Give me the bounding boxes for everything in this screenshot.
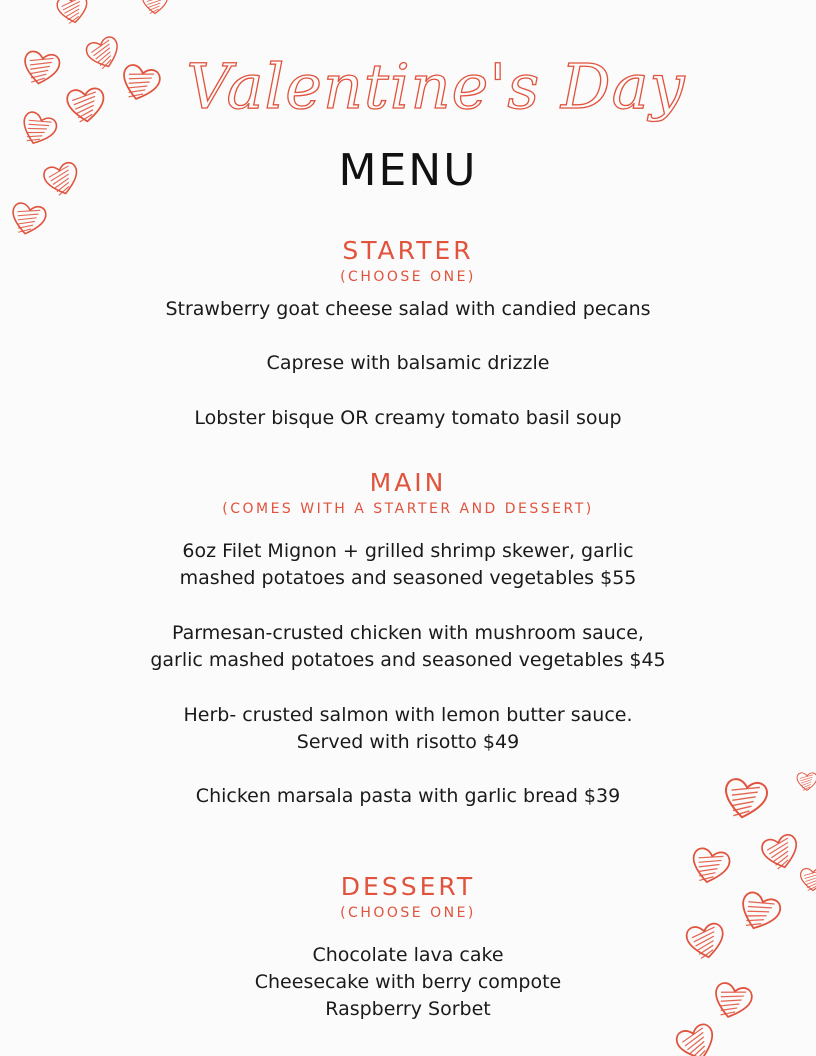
dessert-item: Raspberry Sorbet <box>325 998 491 1020</box>
main-item <box>0 702 816 756</box>
main-item-line: Herb- crusted salmon with lemon butter sauce. <box>183 704 633 726</box>
heart-icon <box>140 0 170 18</box>
main-item-line: Served with risotto $49 <box>296 731 520 753</box>
main-subheading: (COMES WITH A STARTER AND DESSERT) <box>222 501 594 517</box>
svg-text:Valentine's Day: Valentine's Day <box>186 50 686 123</box>
main-item <box>0 620 816 674</box>
dessert-subheading: (CHOOSE ONE) <box>340 905 476 921</box>
heart-icon <box>55 0 91 28</box>
dessert-item: Chocolate lava cake <box>312 944 504 966</box>
main-heading: MAIN <box>369 468 447 497</box>
main-item-line: Chicken marsala pasta with garlic bread $39 <box>195 785 621 807</box>
starter-heading: STARTER <box>342 236 474 265</box>
heart-icon <box>675 1022 719 1056</box>
starter-item: Caprese with balsamic drizzle <box>266 352 550 374</box>
main-item-line: mashed potatoes and seasoned vegetables $55 <box>179 567 637 589</box>
starter-subheading: (CHOOSE ONE) <box>340 269 476 285</box>
starter-item: Lobster bisque OR creamy tomato basil soup <box>194 407 622 429</box>
main-item-line: 6oz Filet Mignon + grilled shrimp skewer, garlic <box>182 540 634 562</box>
main-item-line: Parmesan-crusted chicken with mushroom sauce, <box>172 622 644 644</box>
heart-icon <box>8 200 48 240</box>
dessert-item: Cheesecake with berry compote <box>254 971 562 993</box>
main-item-line: garlic mashed potatoes and seasoned vegetables $45 <box>150 649 666 671</box>
main-item <box>0 538 816 592</box>
dessert-heading: DESSERT <box>340 872 476 901</box>
heart-icon <box>760 832 802 874</box>
starter-item: Strawberry goat cheese salad with candied pecans <box>165 298 651 320</box>
main-item <box>0 783 816 810</box>
menu-title: MENU <box>338 145 478 196</box>
